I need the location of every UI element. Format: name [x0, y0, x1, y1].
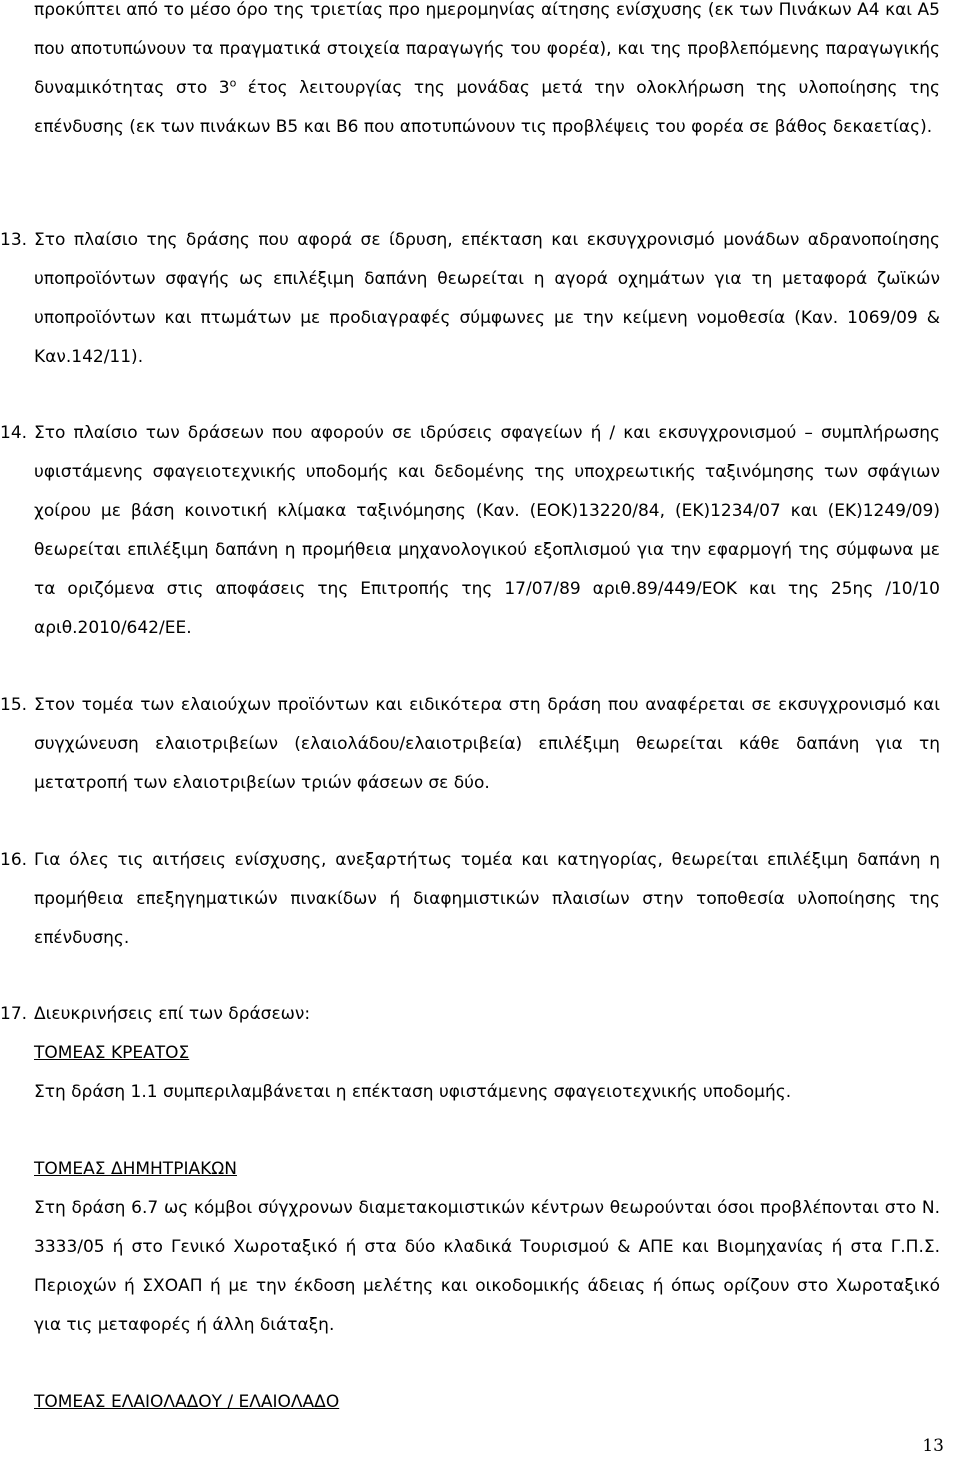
list-item-16: [0, 841, 940, 958]
list-item-14: [0, 414, 940, 648]
item-number: 16.: [0, 850, 28, 870]
item-text: Στο πλαίσιο της δράσης που αφορά σε ίδρυση, επέκταση και εκσυγχρονισμό μονάδων αδρανοποίησης υποπροϊόντων σφαγής ως επιλέξιμη δαπάνη θεωρείται η αγορά οχημάτων για τη μεταφορά ζωϊκών υποπροϊόντων και πτωμάτων με προδιαγραφές σύμφωνες με την κείμενη νομοθεσία (Καν. 1069/09 & Καν.142/11).: [34, 230, 940, 367]
intro-text-part1: προκύπτει από το μέσο όρο της τριετίας προ ημερομηνίας αίτησης ενίσχυσης (εκ των Πινάκων Α4 και Α5 που αποτυπώνουν τα πραγματικά στοιχεία παραγωγής του φορέα), και της προβλεπόμενης παραγωγικής δυναμικότητας στο 3: [34, 0, 940, 98]
page-number: 13: [922, 1436, 944, 1456]
section-text-meat: Στη δράση 1.1 συμπεριλαμβάνεται η επέκταση υφιστάμενης σφαγειοτεχνικής υποδομής.: [34, 1082, 792, 1102]
intro-paragraph: [34, 0, 940, 147]
section-heading-meat: ΤΟΜΕΑΣ ΚΡΕΑΤΟΣ: [34, 1043, 190, 1063]
list-item-17: [0, 995, 940, 1034]
list-item-13: [0, 221, 940, 377]
section-text-cereals: Στη δράση 6.7 ως κόμβοι σύγχρονων διαμετακομιστικών κέντρων θεωρούνται όσοι προβλέπονται στο Ν. 3333/05 ή στο Γενικό Χωροταξικό ή στα δύο κλαδικά Τουρισμού & ΑΠΕ και Βιομηχανίας ή στα Γ.Π.Σ. Περιοχών ή ΣΧΟΑΠ ή με την έκδοση μελέτης και οικοδομικής άδειας ή όπως ορίζουν στο Χωροταξικό για τις μεταφορές ή άλλη διάταξη.: [34, 1198, 940, 1335]
section-heading-cereals: ΤΟΜΕΑΣ ΔΗΜΗΤΡΙΑΚΩΝ: [34, 1159, 237, 1179]
item-text: Στο πλαίσιο των δράσεων που αφορούν σε ιδρύσεις σφαγείων ή / και εκσυγχρονισμού – συμπλήρωσης υφιστάμενης σφαγειοτεχνικής υποδομής και δεδομένης της υποχρεωτικής ταξινόμησης των σφάγιων χοίρου με βάση κοινοτική κλίμακα ταξινόμησης (Καν. (ΕΟΚ)13220/84, (ΕΚ)1234/07 και (ΕΚ)1249/09) θεωρείται επιλέξιμη δαπάνη η προμήθεια μηχανολογικού εξοπλισμού για την εφαρμογή της σύμφωνα με τα οριζόμενα στις αποφάσεις της Επιτροπής της 17/07/89 αριθ.89/449/ΕΟΚ και της 25ης /10/10 αριθ.2010/642/ΕΕ.: [34, 423, 940, 638]
item-number: 17.: [0, 1004, 28, 1024]
item-number: 13.: [0, 230, 28, 250]
ordinal-superscript: ο: [229, 76, 237, 90]
item-text: Για όλες τις αιτήσεις ενίσχυσης, ανεξαρτήτως τομέα και κατηγορίας, θεωρείται επιλέξιμη δαπάνη η προμήθεια επεξηγηματικών πινακίδων ή διαφημιστικών πλαισίων στην τοποθεσία υλοποίησης της επένδυσης.: [34, 850, 940, 948]
section-heading-olive-oil: ΤΟΜΕΑΣ ΕΛΑΙΟΛΑΔΟΥ / ΕΛΑΙΟΛΑΔΟ: [34, 1392, 340, 1412]
item-number: 14.: [0, 423, 28, 443]
item-text: Διευκρινήσεις επί των δράσεων:: [34, 1004, 311, 1024]
item-number: 15.: [0, 695, 28, 715]
intro-text-part2: έτος λειτουργίας της μονάδας μετά την ολοκλήρωση της υλοποίησης της επένδυσης (εκ των πινάκων Β5 και Β6 που αποτυπώνουν τις προβλέψεις του φορέα σε βάθος δεκαετίας).: [34, 78, 941, 137]
list-item-15: [0, 686, 940, 803]
item-text: Στον τομέα των ελαιούχων προϊόντων και ειδικότερα στη δράση που αναφέρεται σε εκσυγχρονισμό και συγχώνευση ελαιοτριβείων (ελαιολάδου/ελαιοτριβεία) επιλέξιμη θεωρείται κάθε δαπάνη για τη μετατροπή των ελαιοτριβείων τριών φάσεων σε δύο.: [34, 695, 940, 793]
